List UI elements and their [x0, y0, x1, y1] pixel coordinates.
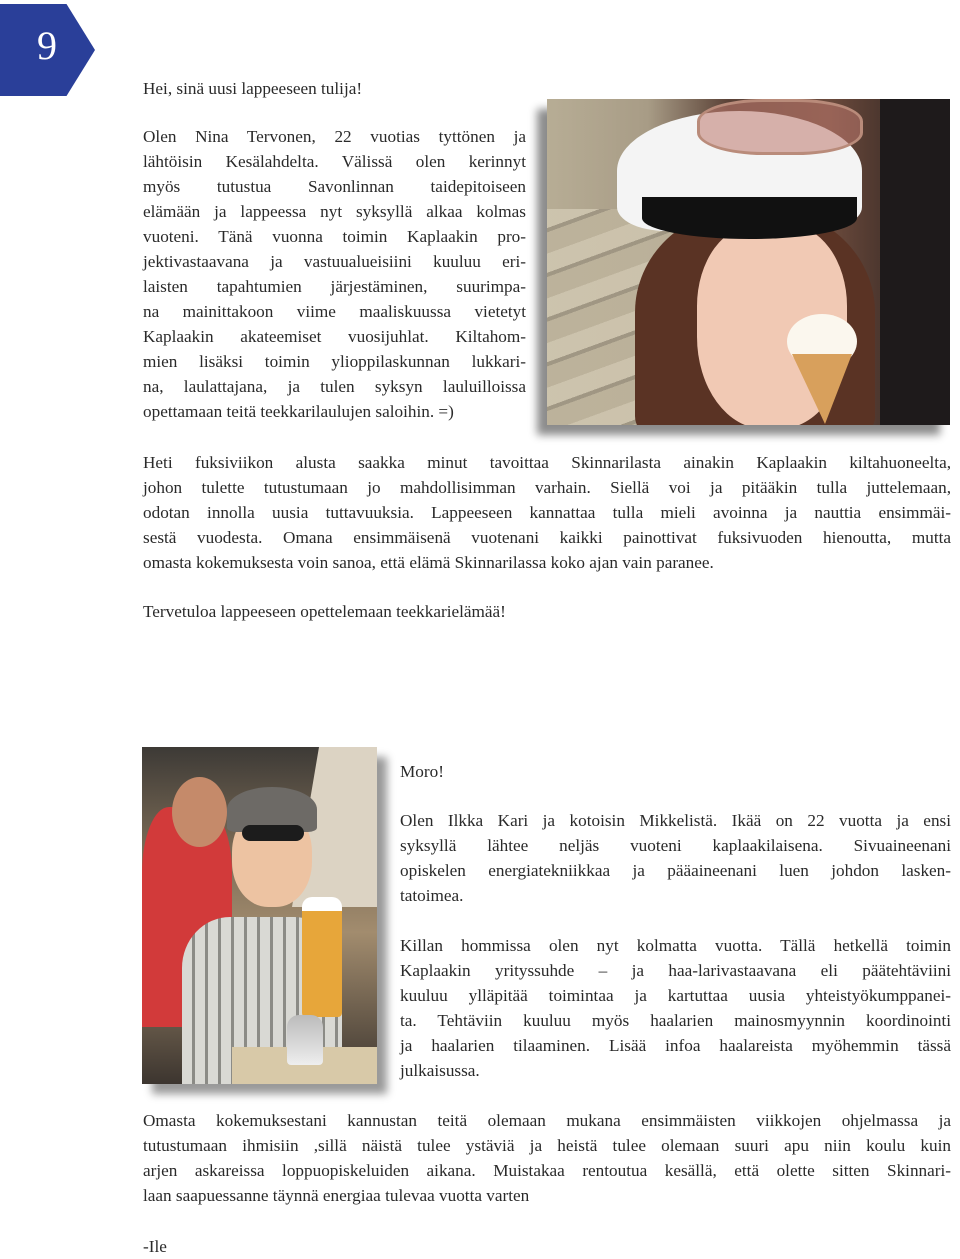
intro-line: elämään ja lappeessa nyt syksyllä alkaa kolmas: [143, 202, 526, 221]
paragraph-line: odotan innolla uusia tuttavuuksia. Lappeeseen kannattaa tulla mieli avoinna ja nauttia ensimmäi-: [143, 503, 951, 522]
page-number: 9: [37, 23, 57, 68]
paragraph-line: ja haalarien tilaaminen. Lisää infoa haalareista myöhemmin tässä: [400, 1036, 951, 1055]
paragraph-line: Olen Ilkka Kari ja kotoisin Mikkelistä. Ikää on 22 vuotta ja ensi: [400, 811, 951, 830]
intro-line: na mainittakoon viime maaliskuussa vietetyt: [143, 302, 526, 321]
intro-line: Kaplaakin akateemiset vuosijuhlat. Kiltahom-: [143, 327, 526, 346]
paragraph-line: tatoimea.: [400, 886, 464, 905]
intro-line: lähtöisin Kesälahdelta. Välissä olen kerinnyt: [143, 152, 526, 171]
paragraph-line: sestä vuodesta. Omana ensimmäisenä vuotenani kaikki painottivat fuksivuoden hienoutta, mutta: [143, 528, 951, 547]
sunglasses: [242, 825, 304, 841]
intro-line: vuoteni. Tänä vuonna toimin Kaplaakin pro-: [143, 227, 526, 246]
section1-closing: Tervetuloa lappeeseen opettelemaan teekkarielämää!: [143, 602, 506, 621]
section1-greeting: Hei, sinä uusi lappeeseen tulija!: [143, 79, 363, 98]
intro-line: mien lisäksi toimin ylioppilaskunnan lukkari-: [143, 352, 526, 371]
sunglasses: [697, 99, 863, 155]
paragraph-line: Heti fuksiviikon alusta saakka minut tavoittaa Skinnarilasta ainakin Kaplaakin kiltahuoneelta,: [143, 453, 951, 472]
paragraph-line: ta. Tehtäviin kuuluu myös haalarien mainosmyynnin koordinointi: [400, 1011, 951, 1030]
paragraph-line: Kaplaakin yrityssuhde – ja haa-larivastaavana eli päätehtäviini: [400, 961, 951, 980]
signature: -Ile: [143, 1237, 167, 1256]
paragraph-line: Omasta kokemuksestani kannustan teitä olemaan mukana ensimmäisten viikkojen ohjelmassa ja: [143, 1111, 951, 1130]
section1-paragraph2: [143, 450, 951, 575]
section1-intro: [143, 124, 526, 424]
photo-background: [880, 99, 950, 425]
paragraph-line: syksyllä lähtee neljäs vuoteni kaplaakilaisena. Sivuaineenani: [400, 836, 951, 855]
section2-paragraph2: [400, 933, 951, 1083]
paragraph-line: johon tulette tutustumaan jo mahdollisimman varhain. Siellä voi ja pitääkin tulla juttelemaan,: [143, 478, 951, 497]
photo-nina: [547, 99, 950, 425]
section2-intro: [400, 808, 951, 908]
intro-line: myös tutustua Savonlinnan taidepitoiseen: [143, 177, 526, 196]
paragraph-line: Killan hommissa olen nyt kolmatta vuotta. Tällä hetkellä toimin: [400, 936, 951, 955]
paragraph-line: arjen askareissa loppuopiskeluiden aikana. Muistakaa rentoutua kesällä, että olette sitten Skinnari-: [143, 1161, 951, 1180]
paragraph-line: omasta kokemuksesta voin sanoa, että elämä Skinnarilassa koko ajan vain paranee.: [143, 553, 714, 572]
paragraph-line: opiskelen energiatekniikkaa ja pääaineenani luen johdon lasken-: [400, 861, 951, 880]
sugar-shaker: [287, 1015, 323, 1065]
paragraph-line: julkaisussa.: [400, 1061, 480, 1080]
paragraph-line: kuuluu ylläpitää toimintaa ja kartuttaa uusia yhteistyökumppanei-: [400, 986, 951, 1005]
paragraph-line: tutustumaan ihmisiin ,sillä näistä tulee ystäviä ja heistä tulee olemaan suuri apu niin koulu kuin: [143, 1136, 951, 1155]
beer-glass: [302, 897, 342, 1017]
intro-line: jektivastaavana ja vastuualueisiini kuuluu eri-: [143, 252, 526, 271]
student-cap-visor: [642, 197, 857, 239]
section2-paragraph3: [143, 1108, 951, 1208]
intro-line: na, laulattajana, ja tulen syksyn lauluilloissa: [143, 377, 526, 396]
intro-line: opettamaan teitä teekkarilaulujen saloihin. =): [143, 402, 454, 421]
paragraph-line: laan saapuessanne täynnä energiaa tulevaa vuotta varten: [143, 1186, 530, 1205]
section2-greeting: Moro!: [400, 762, 444, 781]
photo-ilkka: [142, 747, 377, 1084]
photo-background-person-head: [172, 777, 227, 847]
intro-line: Olen Nina Tervonen, 22 vuotias tyttönen ja: [143, 127, 526, 146]
intro-line: laisten tapahtumien järjestäminen, suurimpa-: [143, 277, 526, 296]
